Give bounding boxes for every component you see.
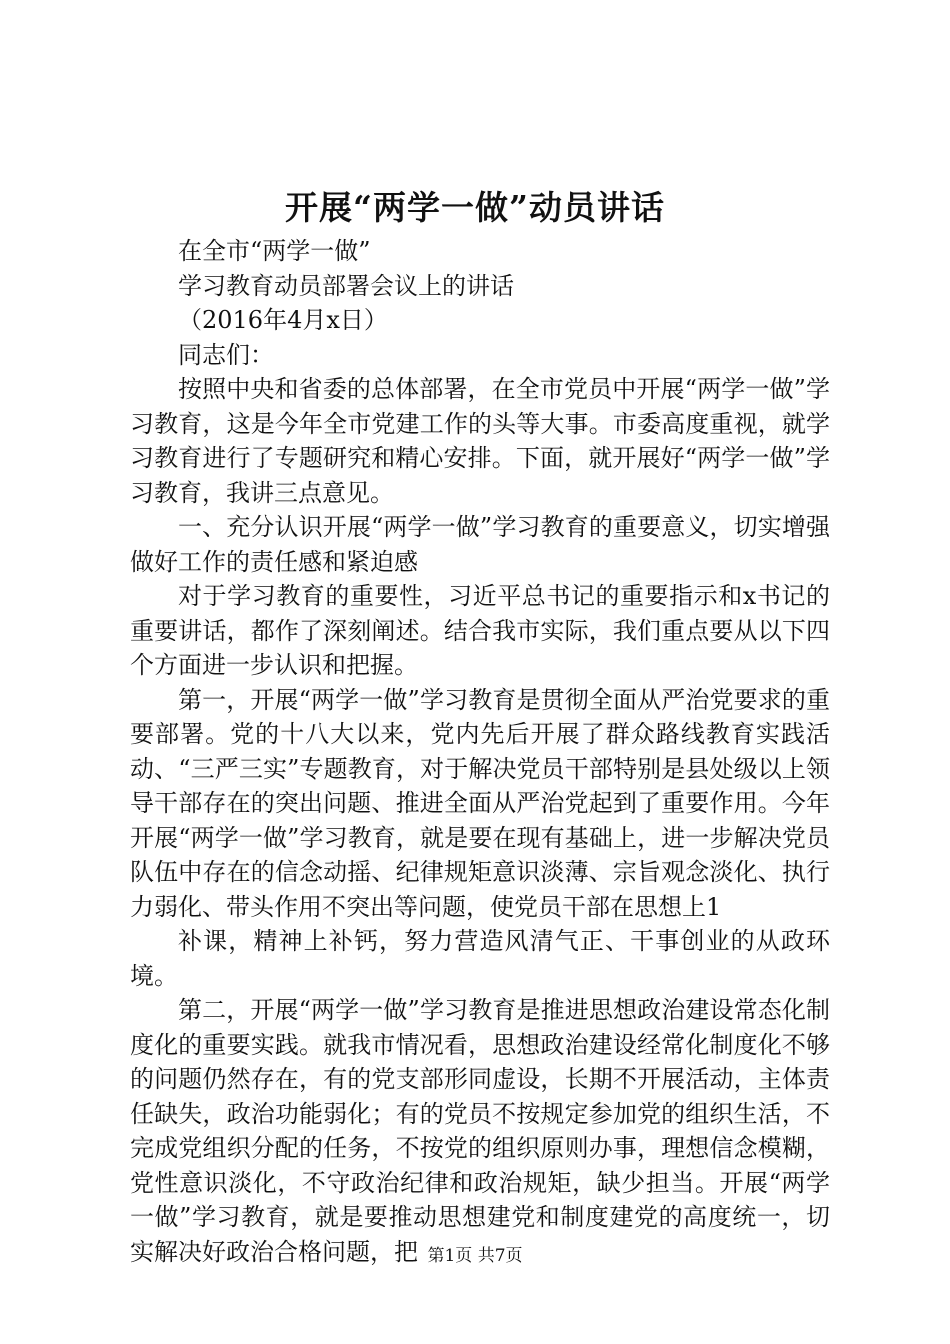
paragraph-importance: 对于学习教育的重要性，习近平总书记的重要指示和x书记的重要讲话，都作了深刻阐述。结合我市实际，我们重点要从以下四个方面进一步认识和把握。 bbox=[130, 582, 830, 679]
page-footer: 第1页 共7页 bbox=[427, 1246, 523, 1266]
header-line-location: 在全市“两学一做” bbox=[178, 237, 371, 265]
document-title: 开展“两学一做”动员讲话 bbox=[285, 188, 665, 227]
paragraph-point-2: 第二，开展“两学一做”学习教育是推进思想政治建设常态化制度化的重要实践。就我市情况看，思想政治建设经常化制度化不够的问题仍然存在，有的党支部形同虚设，长期不开展活动，主体责任缺失，政治功能弱化；有的党员不按规定参加党的组织生活，不完成党组织分配的任务，不按党的组织原则办事，理想信念模糊，党性意识淡化，不守政治纪律和政治规矩，缺少担当。开展“两学一做”学习教育，就是要推动思想建党和制度建党的高度统一，切实解决好政治合格问题，把 bbox=[130, 996, 830, 1266]
header-line-meeting: 学习教育动员部署会议上的讲话 bbox=[178, 271, 514, 300]
document-body bbox=[130, 234, 830, 1269]
salutation: 同志们： bbox=[178, 340, 274, 369]
header-line-date: （2016年4月x日） bbox=[178, 306, 388, 334]
paragraph-point-1-cont: 补课，精神上补钙，努力营造风清气正、干事创业的从政环境。 bbox=[130, 927, 830, 990]
paragraph-point-1: 第一，开展“两学一做”学习教育是贯彻全面从严治党要求的重要部署。党的十八大以来，党内先后开展了群众路线教育实践活动、“三严三实”专题教育，对于解决党员干部特别是县处级以上领导干部存在的突出问题、推进全面从严治党起到了重要作用。今年开展“两学一做”学习教育，就是要在现有基础上，进一步解决党员队伍中存在的信念动摇、纪律规矩意识淡薄、宗旨观念淡化、执行力弱化、带头作用不突出等问题，使党员干部在思想上1 bbox=[130, 685, 830, 921]
section-heading-1: 一、充分认识开展“两学一做”学习教育的重要意义，切实增强做好工作的责任感和紧迫感 bbox=[130, 513, 830, 576]
paragraph-intro: 按照中央和省委的总体部署，在全市党员中开展“两学一做”学习教育，这是今年全市党建工作的头等大事。市委高度重视，就学习教育进行了专题研究和精心安排。下面，就开展好“两学一做”学习教育，我讲三点意见。 bbox=[130, 375, 830, 507]
